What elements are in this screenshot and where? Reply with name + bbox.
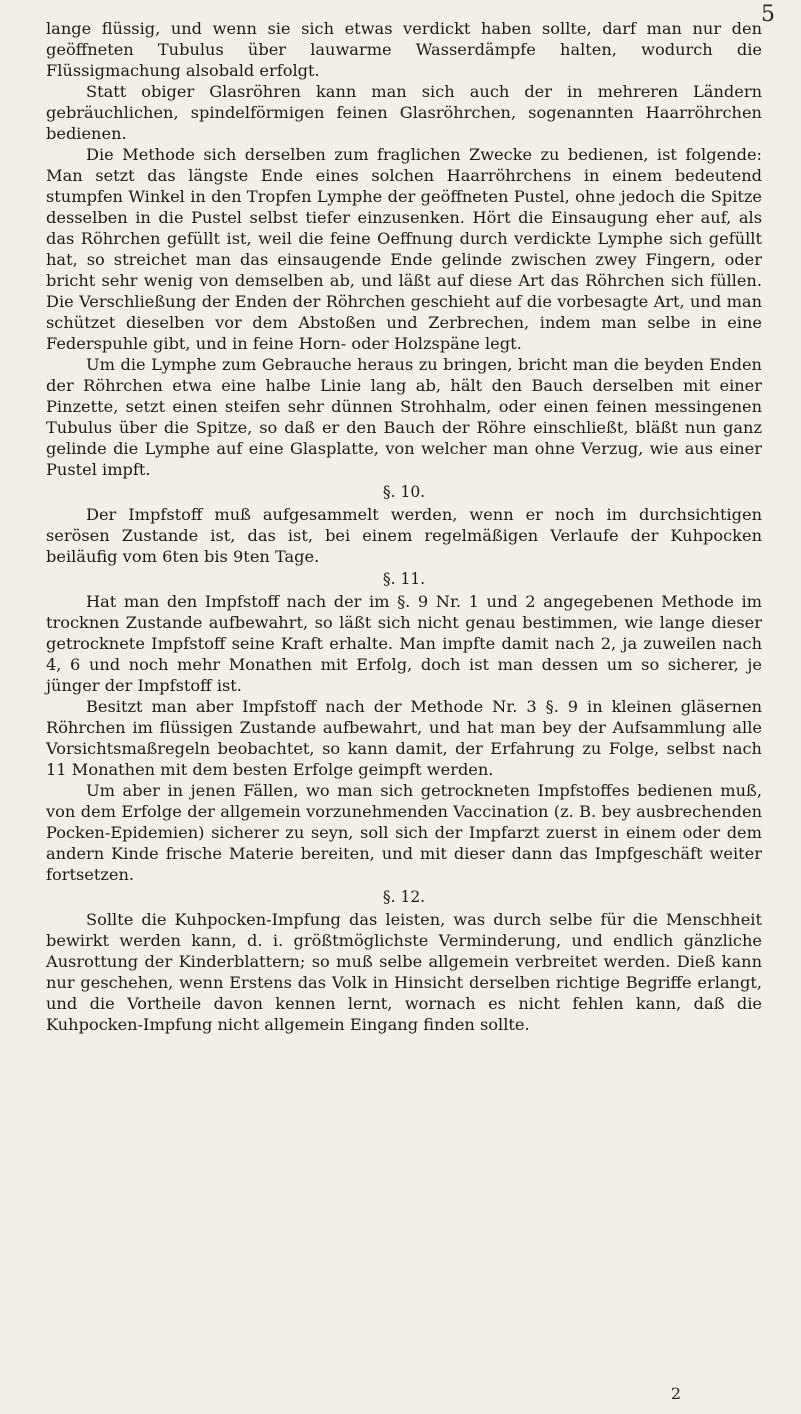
paragraph-fluessigkeit: lange flüssig, und wenn sie sich etwas verdickt haben sollte, darf man nur den geöffneten Tubulus über lauwarme Wasserdämpfe halten, wodurch die Flüssigmachung alsobald erfolgt. [46,19,762,80]
section-heading-11: §. 11. [382,570,426,588]
section-heading-10: §. 10. [382,483,426,501]
section-heading-12: §. 12. [382,888,426,906]
paragraph-aufsammlung: Der Impfstoff muß aufgesammelt werden, wenn er noch im durchsichtigen serösen Zustande ist, das ist, bei einem regelmäßigen Verlaufe der Kuhpocken beiläufig vom 6ten bis 9ten Tage. [46,505,762,566]
paragraph-verbreitung: Sollte die Kuhpocken-Impfung das leisten, was durch selbe für die Menschheit bewirkt werden kann, d. i. größtmöglichste Verminderung, und endlich gänzliche Ausrottung der Kinderblattern; so muß selbe allgemein verbreitet werden. Dieß kann nur geschehen, wenn Erstens das Volk in Hinsicht derselben richtige Begriffe erlangt, und die Vortheile davon kennen lernt, wornach es nicht fehlen kann, daß die Kuhpocken-Impfung nicht allgemein Eingang finden sollte. [46,910,762,1034]
body-text [46,18,762,1035]
page-number: 5 [761,2,775,27]
signature-mark: 2 [670,1384,681,1403]
paragraph-fluessig: Besitzt man aber Impfstoff nach der Methode Nr. 3 §. 9 in kleinen gläsernen Röhrchen im flüssigen Zustande aufbewahrt, und hat man bey der Aufsammlung alle Vorsichtsmaßregeln beobachtet, so kann damit, der Erfahrung zu Folge, selbst nach 11 Monathen mit dem besten Erfolge geimpft werden. [46,697,762,779]
paragraph-epidemien: Um aber in jenen Fällen, wo man sich getrockneten Impfstoffes bedienen muß, von dem Erfolge der allgemein vorzunehmenden Vaccination (z. B. bey ausbrechenden Pocken-Epidemien) sicherer zu seyn, soll sich der Impfarzt zuerst in einem oder dem andern Kinde frische Materie bereiten, und mit dieser dann das Impfgeschäft weiter fortsetzen. [46,781,762,884]
paragraph-methode: Die Methode sich derselben zum fraglichen Zwecke zu bedienen, ist folgende: Man setzt das längste Ende eines solchen Haarröhrchens in einem bedeutend stumpfen Winkel in den Tropfen Lymphe der geöffneten Pustel, ohne jedoch die Spitze desselben in die Pustel selbst tiefer einzusenken. Hört die Einsaugung eher auf, als das Röhrchen gefüllt ist, weil die feine Oeffnung durch verdickte Lymphe sich gefüllt hat, so streichet man das einsaugende Ende gelinde zwischen zwey Fingern, oder bricht sehr wenig von demselben ab, und läßt auf diese Art das Röhrchen sich füllen. Die Verschließung der Enden der Röhrchen geschieht auf die vorbesagte Art, und man schützet dieselben vor dem Abstoßen und Zerbrechen, indem man selbe in eine Federspuhle gibt, und in feine Horn- oder Holzspäne legt. [46,145,762,353]
paragraph-trocken: Hat man den Impfstoff nach der im §. 9 Nr. 1 und 2 angegebenen Methode im trocknen Zustande aufbewahrt, so läßt sich nicht genau bestimmen, wie lange dieser getrocknete Impfstoff seine Kraft erhalte. Man impfte damit nach 2, ja zuweilen nach 4, 6 und noch mehr Monathen mit Erfolg, doch ist man dessen um so sicherer, je jünger der Impfstoff ist. [46,592,762,695]
paragraph-haarroehrchen: Statt obiger Glasröhren kann man sich auch der in mehreren Ländern gebräuchlichen, spindelförmigen feinen Glasröhrchen, sogenannten Haarröhrchen bedienen. [46,82,762,143]
paragraph-gebrauch: Um die Lymphe zum Gebrauche heraus zu bringen, bricht man die beyden Enden der Röhrchen etwa eine halbe Linie lang ab, hält den Bauch derselben mit einer Pinzette, setzt einen steifen sehr dünnen Strohhalm, oder einen feinen messingenen Tubulus über die Spitze, so daß er den Bauch der Röhre einschließt, bläßt nun ganz gelinde die Lymphe auf eine Glasplatte, von welcher man ohne Verzug, wie aus einer Pustel impft. [46,355,762,479]
